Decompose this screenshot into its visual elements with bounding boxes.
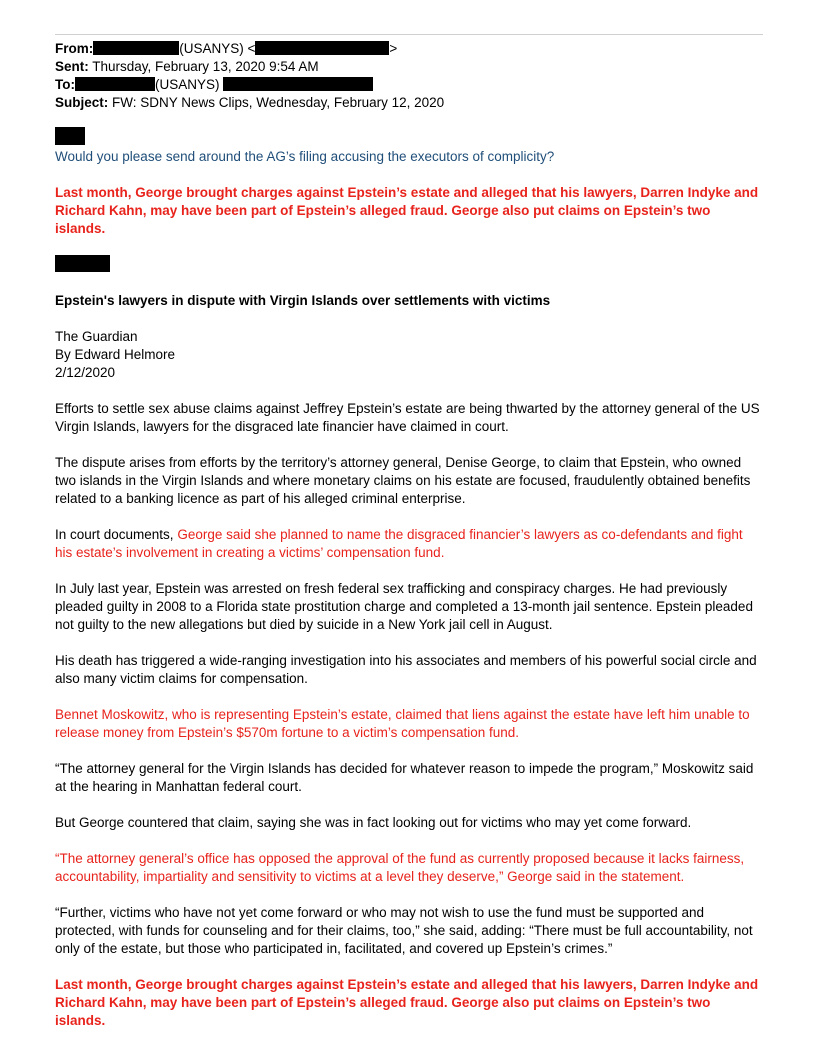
from-label: From: (55, 41, 94, 56)
highlight-bottom: Last month, George brought charges against Epstein’s estate and alleged that his lawyers, Darren Indyke and Richard Kahn, may have been part of Epstein’s alleged fraud. George also put claims on Epstein’s two islands. (55, 977, 759, 1028)
article-source: The Guardian (55, 329, 138, 344)
sent-line (55, 58, 763, 76)
email-body (55, 148, 763, 274)
highlighted-paragraph: Bennet Moskowitz, who is representing Epstein’s estate, claimed that liens against the estate have left him unable to release money from Epstein’s $570m fortune to a victim’s compensation fund. (55, 707, 750, 740)
paragraph: “Further, victims who have not yet come forward or who may not wish to use the fund must be supported and protected, with funds for counseling and for their claims, too,” she said, adding: “There must be full accountability, not only of the estate, but those who participated in, facilitated, and covered up Epstein’s crimes.” (55, 905, 753, 956)
paragraph: “The attorney general for the Virgin Islands has decided for whatever reason to impede the program,” Moskowitz said at the hearing in Manhattan federal court. (55, 761, 754, 794)
paragraph: Efforts to settle sex abuse claims against Jeffrey Epstein’s estate are being thwarted by the attorney general of the US Virgin Islands, lawyers for the disgraced late financier have claimed in court. (55, 401, 760, 434)
redaction-bar (75, 77, 155, 91)
subject-value: FW: SDNY News Clips, Wednesday, February 12, 2020 (112, 95, 445, 110)
redaction-bar (93, 41, 179, 55)
from-close: > (389, 41, 398, 56)
paragraph-lead: In court documents, (55, 527, 178, 542)
to-suffix: (USANYS) (155, 77, 220, 92)
email-document (55, 34, 763, 112)
subject-label: Subject: (55, 95, 109, 110)
from-line (55, 40, 763, 58)
article-byline: By Edward Helmore (55, 347, 176, 362)
to-label: To: (55, 77, 75, 92)
paragraph: His death has triggered a wide-ranging investigation into his associates and members of his powerful social circle and also many victim claims for compensation. (55, 653, 757, 686)
subject-line (55, 94, 763, 112)
to-line (55, 76, 763, 94)
paragraph: In July last year, Epstein was arrested on fresh federal sex trafficking and conspiracy charges. He had previously pleaded guilty in 2008 to a Florida state prostitution charge and completed a 13-month jail sentence. Epstein pleaded not guilty to the new allegations but died by suicide in a New York jail cell in August. (55, 581, 753, 632)
redaction-bar (255, 41, 389, 55)
news-article (55, 292, 763, 1048)
thanks-text (55, 256, 763, 274)
article-meta (55, 328, 763, 382)
paragraph: The dispute arises from efforts by the territory’s attorney general, Denise George, to claim that Epstein, who owned two islands in the Virgin Islands and where monetary claims on his estate are focused, fraudulently obtained benefits related to a banking licence as part of his alleged criminal enterprise. (55, 455, 751, 506)
paragraph (55, 526, 763, 562)
sent-label: Sent: (55, 59, 89, 74)
header-divider (55, 34, 763, 35)
article-title: Epstein's lawyers in dispute with Virgin Islands over settlements with victims (55, 293, 551, 308)
redaction-bar (223, 77, 373, 91)
highlighted-paragraph: “The attorney general’s office has opposed the approval of the fund as currently proposed because it lacks fairness, accountability, impartiality and sensitivity to victims at a level they deserve,” George said in the statement. (55, 851, 745, 884)
paragraph: But George countered that claim, saying she was in fact looking out for victims who may yet come forward. (55, 815, 692, 830)
redaction-block (55, 255, 110, 272)
article-date: 2/12/2020 (55, 365, 116, 380)
highlighted-text: George said she planned to name the disgraced financier’s lawyers as co-defendants and fight his estate’s involvement in creating a victims’ compensation fund. (55, 527, 743, 560)
highlight-top: Last month, George brought charges against Epstein’s estate and alleged that his lawyers, Darren Indyke and Richard Kahn, may have been part of Epstein’s alleged fraud. George also put claims on Epstein’s two islands. (55, 185, 759, 236)
sent-value: Thursday, February 13, 2020 9:54 AM (92, 59, 319, 74)
request-text: Would you please send around the AG’s filing accusing the executors of complicity? (55, 149, 555, 164)
from-suffix: (USANYS) < (179, 41, 256, 56)
redaction-block (55, 127, 85, 145)
